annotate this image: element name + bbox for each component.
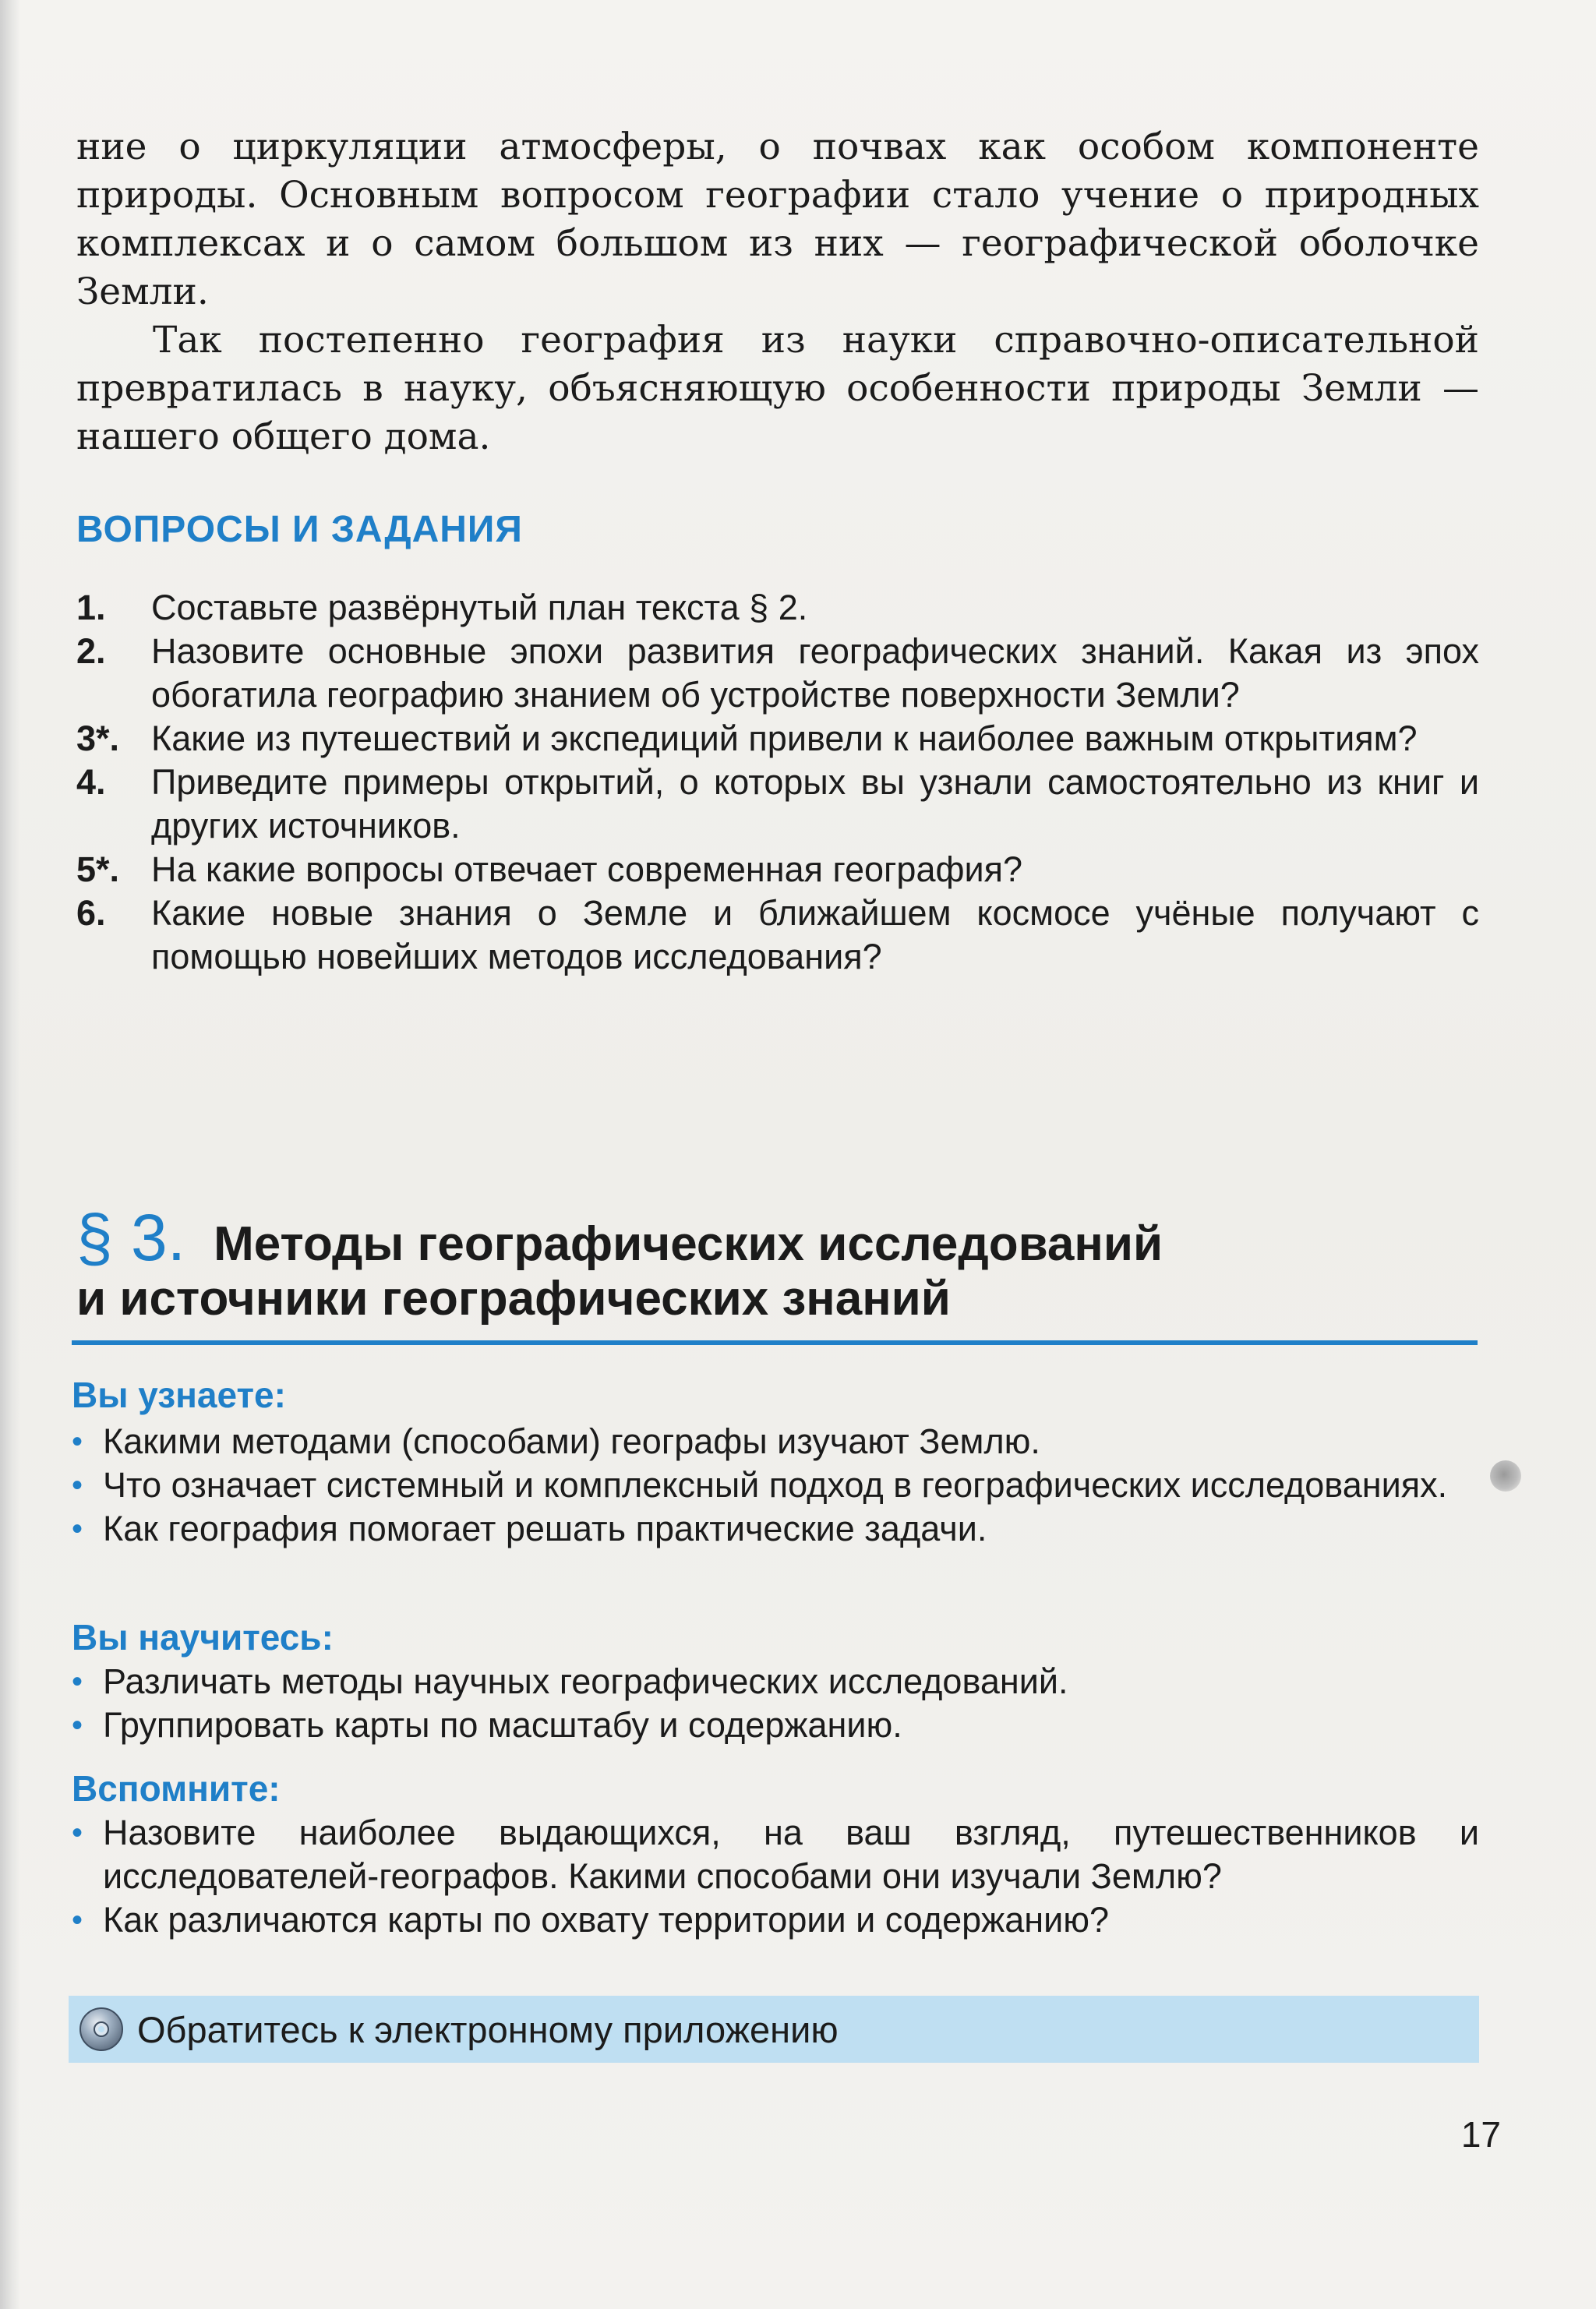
question-text: Составьте развёрнутый план текста § 2. <box>151 588 808 627</box>
question-item <box>76 630 1479 717</box>
bullet-icon: • <box>72 1468 83 1502</box>
skills-item-text: Группировать карты по масштабу и содержанию. <box>103 1705 902 1745</box>
page-edge-shadow <box>0 0 20 2309</box>
learn-item <box>72 1463 1479 1507</box>
recall-list <box>72 1811 1479 1942</box>
recall-item <box>72 1898 1479 1942</box>
question-item <box>76 717 1479 761</box>
question-item <box>76 848 1479 891</box>
question-text: Какие из путешествий и экспедиций привели к наиболее важным открытиям? <box>151 718 1418 758</box>
bullet-icon: • <box>72 1816 83 1850</box>
page-number: 17 <box>1460 2114 1501 2155</box>
question-item <box>76 891 1479 979</box>
question-number: 4. <box>76 762 106 802</box>
paragraph-header <box>76 1201 1479 1326</box>
question-item <box>76 586 1479 630</box>
body-paragraph-2: Так постепенно география из науки справочно-описательной превратилась в науку, объясняющую особенности природы Земли — нашего общего дома. <box>76 319 1479 458</box>
body-text <box>76 123 1479 461</box>
learn-item-text: Что означает системный и комплексный подход в географических исследованиях. <box>103 1465 1448 1505</box>
question-text: Какие новые знания о Земле и ближайшем космосе учёные получают с помощью новейших методов исследования? <box>151 893 1479 976</box>
skills-item <box>72 1660 1479 1704</box>
skills-item-text: Различать методы научных географических исследований. <box>103 1661 1068 1701</box>
recall-item-text: Назовите наиболее выдающихся, на ваш взгляд, путешественников и исследователей-географов. Какими способами они изучали Землю? <box>103 1813 1479 1896</box>
paragraph-title-line2: и источники географических знаний <box>76 1272 951 1326</box>
skills-label: Вы научитесь: <box>72 1617 334 1658</box>
learn-item-text: Как география помогает решать практические задачи. <box>103 1509 987 1548</box>
cd-disc-icon <box>78 2006 125 2053</box>
learn-item-text: Какими методами (способами) географы изучают Землю. <box>103 1421 1040 1461</box>
electronic-supplement-text: Обратитесь к электронному приложению <box>137 2008 839 2050</box>
learn-item <box>72 1420 1479 1463</box>
punch-hole-mark <box>1490 1460 1521 1492</box>
recall-item-text: Как различаются карты по охвату территории и содержанию? <box>103 1900 1110 1940</box>
learn-label: Вы узнаете: <box>72 1375 286 1415</box>
question-number: 1. <box>76 588 106 627</box>
question-text: Назовите основные эпохи развития географических знаний. Какая из эпох обогатила географию знанием об устройстве поверхности Земли? <box>151 631 1479 715</box>
learn-item <box>72 1507 1479 1551</box>
skills-item <box>72 1704 1479 1747</box>
bullet-icon: • <box>72 1512 83 1546</box>
bullet-icon: • <box>72 1665 83 1699</box>
bullet-icon: • <box>72 1903 83 1937</box>
question-number: 2. <box>76 631 106 671</box>
paragraph-title-line1: Методы географических исследований <box>214 1217 1163 1271</box>
questions-list <box>76 586 1479 979</box>
skills-list <box>72 1660 1479 1747</box>
body-paragraph-1: ние о циркуляции атмосферы, о почвах как особом компоненте природы. Основным вопросом географии стало учение о природных комплексах и о самом большом из них — географической оболочке Земли. <box>76 125 1479 313</box>
questions-heading: ВОПРОСЫ И ЗАДАНИЯ <box>76 509 523 550</box>
bullet-icon: • <box>72 1708 83 1742</box>
question-number: 6. <box>76 893 106 933</box>
bullet-icon: • <box>72 1425 83 1459</box>
recall-item <box>72 1811 1479 1898</box>
recall-label: Вспомните: <box>72 1768 281 1809</box>
paragraph-divider <box>72 1340 1478 1345</box>
question-item <box>76 761 1479 848</box>
question-number: 3*. <box>76 718 120 758</box>
question-number: 5*. <box>76 849 120 889</box>
electronic-supplement-bar[interactable] <box>69 1996 1479 2063</box>
question-text: Приведите примеры открытий, о которых вы узнали самостоятельно из книг и других источников. <box>151 762 1479 846</box>
paragraph-sign: § 3. <box>76 1201 186 1274</box>
learn-list <box>72 1420 1479 1551</box>
question-text: На какие вопросы отвечает современная география? <box>151 849 1023 889</box>
